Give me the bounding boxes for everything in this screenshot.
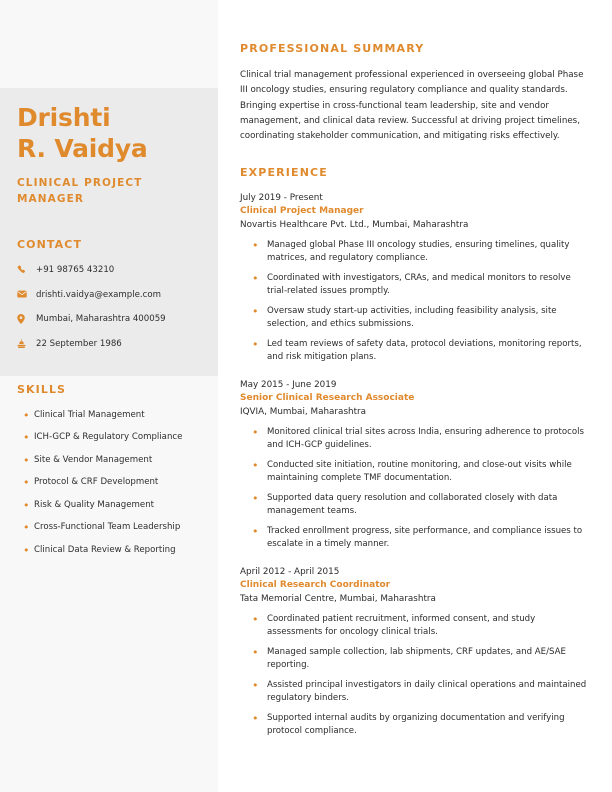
job-title: CLINICAL PROJECT MANAGER <box>17 177 143 205</box>
birthday-cake-icon <box>17 338 36 349</box>
job-bullet-text: Managed sample collection, lab shipments, CRF updates, and AE/SAE reporting. <box>267 647 566 671</box>
name-block <box>17 0 201 207</box>
skill-item <box>17 409 201 422</box>
skill-item <box>17 454 201 467</box>
bullet-dot-icon: • <box>23 476 30 489</box>
skill-item <box>17 431 201 444</box>
bullet-dot-icon: • <box>23 408 30 422</box>
job-bullet-text: Oversaw study start-up activities, including feasibility analysis, site selection, and ethics submissions. <box>267 306 557 330</box>
contact-item-birthdate <box>17 338 201 350</box>
bullet-dot-icon: • <box>252 492 259 506</box>
skill-label: Risk & Quality Management <box>34 499 155 510</box>
bullet-dot-icon: • <box>252 613 259 627</box>
last-name: R. Vaidya <box>17 134 148 163</box>
job-bullet <box>240 525 588 551</box>
job-bullet <box>240 239 588 265</box>
job-bullet-text: Managed global Phase III oncology studies, ensuring timelines, quality matrices, and regulatory compliance. <box>267 240 570 264</box>
contact-section-heading: CONTACT <box>17 238 83 251</box>
skill-item <box>17 499 201 512</box>
skills-section-heading: SKILLS <box>17 382 67 396</box>
bullet-dot-icon: • <box>252 272 259 286</box>
job-dates: July 2019 - Present <box>240 193 323 204</box>
job-bullet-text: Coordinated patient recruitment, informed consent, and study assessments for oncology clinical trials. <box>267 614 536 638</box>
job-bullet-text: Led team reviews of safety data, protocol deviations, monitoring reports, and risk mitigation plans. <box>267 339 582 363</box>
job-dates: April 2012 - April 2015 <box>240 567 340 578</box>
experience-entry <box>240 192 588 364</box>
job-dates: May 2015 - June 2019 <box>240 380 337 391</box>
contact-phone-value: +91 98765 43210 <box>36 265 115 275</box>
job-bullet-list <box>240 239 588 364</box>
bullet-dot-icon: • <box>23 498 30 512</box>
job-company: Novartis Healthcare Pvt. Ltd., Mumbai, Maharashtra <box>240 219 469 230</box>
job-bullet-text: Supported data query resolution and collaborated closely with data management teams. <box>267 493 558 517</box>
professional-summary-text: Clinical trial management professional experienced in overseeing global Phase III oncology studies, ensuring regulatory compliance and quality standards. Bringing expertise in cross-functional team leadership, site and vendor management, and clinical data review. Successful at driving project timelines, coordinating stakeholder communication, and mitigating risks effectively. <box>240 70 584 142</box>
skill-label: Clinical Data Review & Reporting <box>34 544 176 555</box>
phone-icon <box>17 264 36 274</box>
skill-item <box>17 544 201 557</box>
bullet-dot-icon: • <box>23 431 30 444</box>
skill-label: Protocol & CRF Development <box>34 477 159 487</box>
skill-item <box>17 521 201 534</box>
main-content <box>240 0 588 792</box>
job-bullet-text: Supported internal audits by organizing documentation and verifying protocol compliance. <box>267 713 565 737</box>
job-company: Tata Memorial Centre, Mumbai, Maharashtra <box>240 593 436 604</box>
bullet-dot-icon: • <box>252 646 259 660</box>
professional-summary-heading: PROFESSIONAL SUMMARY <box>240 42 425 55</box>
location-pin-icon <box>17 313 36 324</box>
contact-item-email <box>17 289 201 301</box>
skill-label: ICH-GCP & Regulatory Compliance <box>34 432 183 442</box>
job-bullet <box>240 305 588 331</box>
bullet-dot-icon: • <box>252 525 259 539</box>
bullet-dot-icon: • <box>23 521 30 534</box>
job-bullet <box>240 459 588 485</box>
job-bullet-text: Coordinated with investigators, CRAs, and medical monitors to resolve trial-related issues promptly. <box>267 273 571 297</box>
contact-location-value: Mumbai, Maharashtra 400059 <box>36 314 166 324</box>
skill-label: Clinical Trial Management <box>34 409 145 420</box>
bullet-dot-icon: • <box>252 239 259 253</box>
job-bullet <box>240 613 588 639</box>
job-bullet-text: Tracked enrollment progress, site performance, and compliance issues to escalate in a timely manner. <box>267 526 583 550</box>
job-role: Clinical Project Manager <box>240 206 364 217</box>
experience-entry <box>240 566 588 738</box>
bullet-dot-icon: • <box>23 543 30 557</box>
contact-birthdate-value: 22 September 1986 <box>36 338 122 349</box>
bullet-dot-icon: • <box>252 305 259 319</box>
job-bullet-text: Monitored clinical trial sites across India, ensuring adherence to protocols and ICH-GCP guidelines. <box>267 427 585 451</box>
job-bullet <box>240 646 588 672</box>
job-bullet <box>240 492 588 518</box>
job-bullet <box>240 712 588 738</box>
bullet-dot-icon: • <box>252 679 259 693</box>
job-role: Clinical Research Coordinator <box>240 580 391 591</box>
job-bullet-list <box>240 426 588 551</box>
skill-label: Cross-Functional Team Leadership <box>34 522 181 532</box>
skill-item <box>17 476 201 489</box>
bullet-dot-icon: • <box>252 426 259 440</box>
job-bullet <box>240 679 588 705</box>
contact-item-phone <box>17 264 201 276</box>
contact-email-value: drishti.vaidya@example.com <box>36 289 162 300</box>
experience-heading: EXPERIENCE <box>240 166 328 180</box>
job-role: Senior Clinical Research Associate <box>240 393 415 404</box>
contact-list <box>17 264 201 350</box>
experience-entry <box>240 379 588 551</box>
job-bullet-list <box>240 613 588 738</box>
bullet-dot-icon: • <box>252 338 259 352</box>
bullet-dot-icon: • <box>252 459 259 473</box>
job-bullet <box>240 272 588 298</box>
skill-label: Site & Vendor Management <box>34 454 153 465</box>
job-bullet-text: Assisted principal investigators in daily clinical operations and maintained regulatory binders. <box>267 680 587 704</box>
bullet-dot-icon: • <box>252 712 259 726</box>
envelope-icon <box>17 289 36 298</box>
job-company: IQVIA, Mumbai, Maharashtra <box>240 406 367 417</box>
sidebar-content <box>0 0 218 792</box>
first-name: Drishti <box>17 103 111 132</box>
contact-item-location <box>17 313 201 325</box>
bullet-dot-icon: • <box>23 453 30 467</box>
job-bullet <box>240 426 588 452</box>
job-bullet <box>240 338 588 364</box>
job-bullet-text: Conducted site initiation, routine monitoring, and close-out visits while maintaining complete TMF documentation. <box>267 460 572 484</box>
skills-list <box>17 409 201 557</box>
